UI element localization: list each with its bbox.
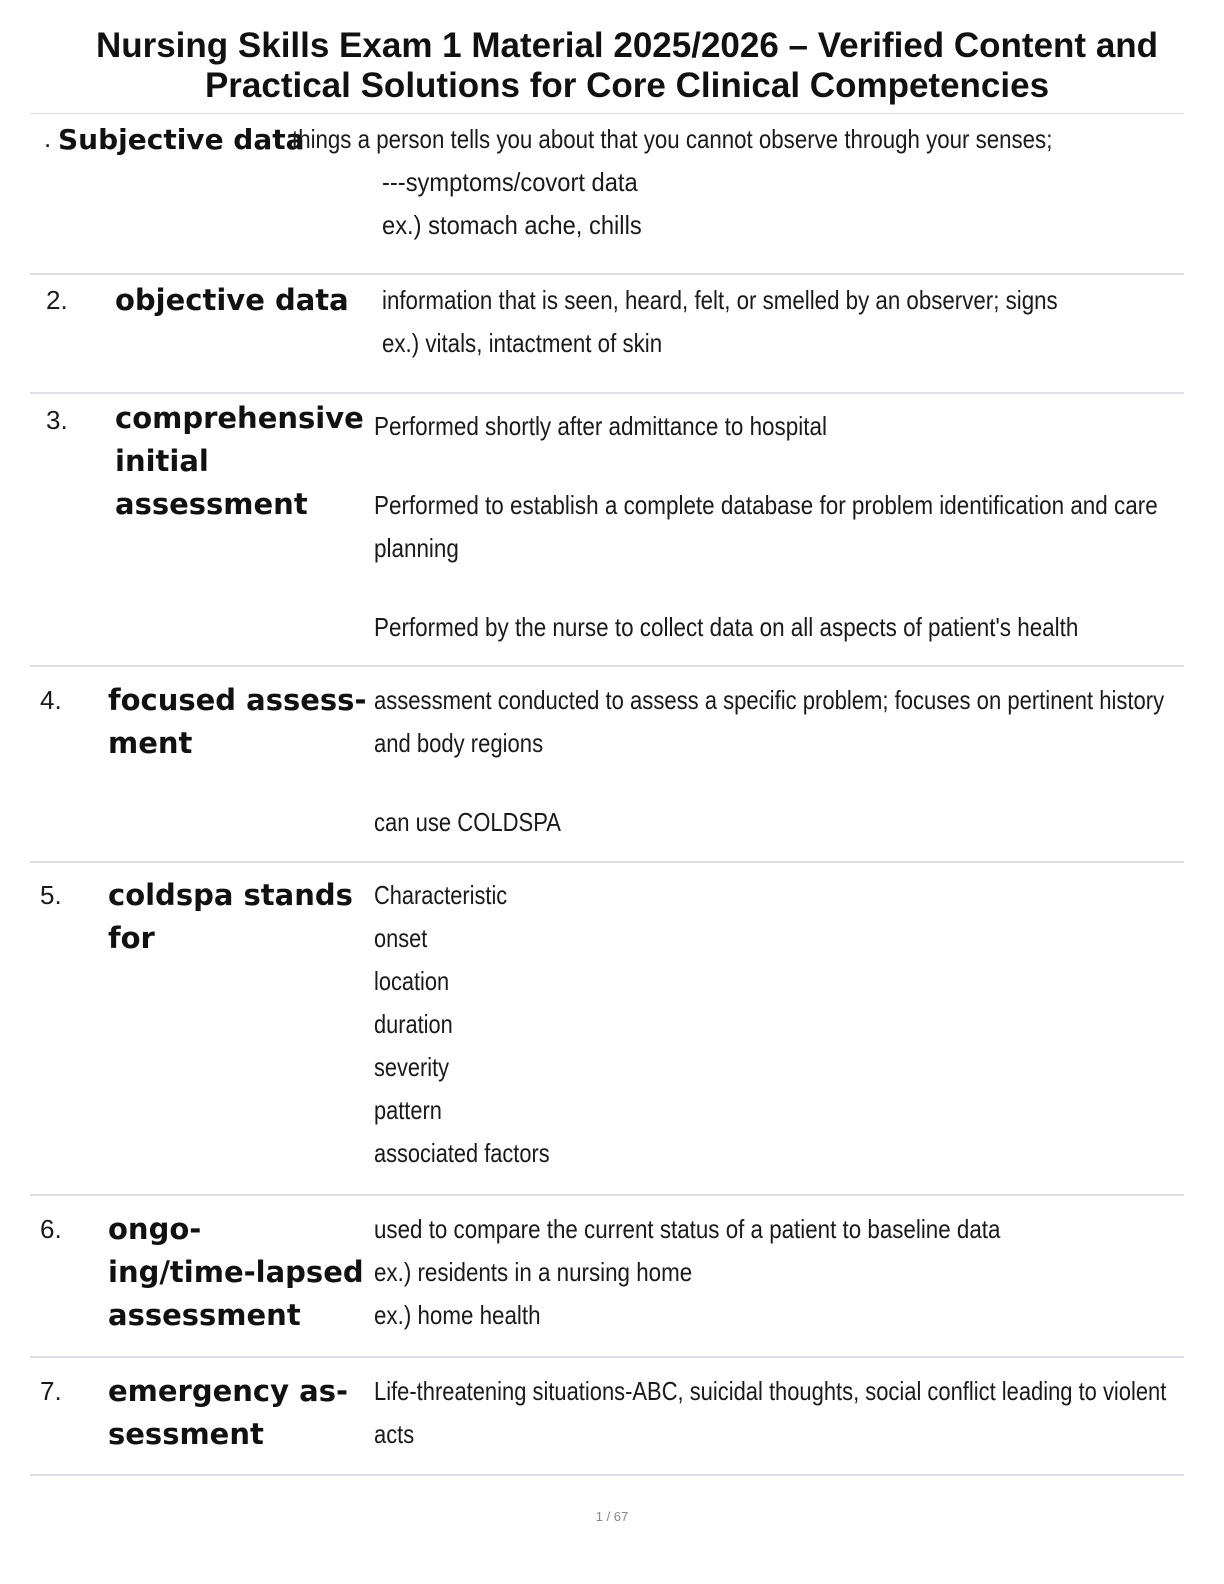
entry-term: Subjective data: [58, 123, 305, 156]
divider: [30, 665, 1184, 667]
entry-number: 4.: [40, 685, 62, 715]
entry-term: focused assess- ment: [108, 683, 367, 760]
entry-definition: ---symptoms/covort data ex.) stomach ache, chills: [382, 167, 642, 240]
entry-definition-first-line: things a person tells you about that you cannot observe through your senses;: [292, 124, 1053, 154]
title-line-2: Practical Solutions for Core Clinical Competencies: [204, 66, 1050, 105]
entry-definition: assessment conducted to assess a specific problem; focuses on pertinent history and body regions can use COLDSPA: [374, 685, 1165, 837]
entry-number: 5.: [40, 880, 62, 910]
entry-term: comprehensive initial assessment: [115, 401, 364, 521]
entry-definition: Life-threatening situations-ABC, suicidal thoughts, social conflict leading to violent acts: [374, 1376, 1167, 1449]
divider: [30, 1194, 1184, 1196]
divider: [30, 1356, 1184, 1358]
divider: [30, 113, 1184, 114]
divider: [30, 392, 1184, 394]
entry-marker: .: [44, 123, 52, 153]
entry-definition: Characteristic onset location duration severity pattern associated factors: [374, 880, 550, 1168]
entry-definition: information that is seen, heard, felt, or smelled by an observer; signs ex.) vitals, intactment of skin: [382, 285, 1058, 358]
entry-number: 7.: [40, 1376, 62, 1406]
divider: [30, 861, 1184, 863]
page-title: [30, 26, 1224, 106]
divider: [30, 1474, 1184, 1476]
entry-definition: used to compare the current status of a patient to baseline data ex.) residents in a nursing home ex.) home health: [374, 1214, 1001, 1330]
entry-term: ongo- ing/time-lapsed assessment: [108, 1212, 364, 1332]
entry-term: emergency as- sessment: [108, 1374, 348, 1451]
entry-number: 6.: [40, 1214, 62, 1244]
divider: [30, 273, 1184, 275]
entry-number: 2.: [46, 285, 68, 315]
entry-number: 3.: [46, 405, 68, 435]
entry-definition: Performed shortly after admittance to hospital Performed to establish a complete database for problem identification and care planning Performed by the nurse to collect data on all aspects of patient's health: [374, 411, 1158, 642]
entry-term: objective data: [115, 283, 349, 317]
title-line-1: Nursing Skills Exam 1 Material 2025/2026 – Verified Content and: [95, 26, 1159, 65]
page-number: 1 / 67: [595, 1509, 629, 1524]
entry-term: coldspa stands for: [108, 878, 353, 955]
